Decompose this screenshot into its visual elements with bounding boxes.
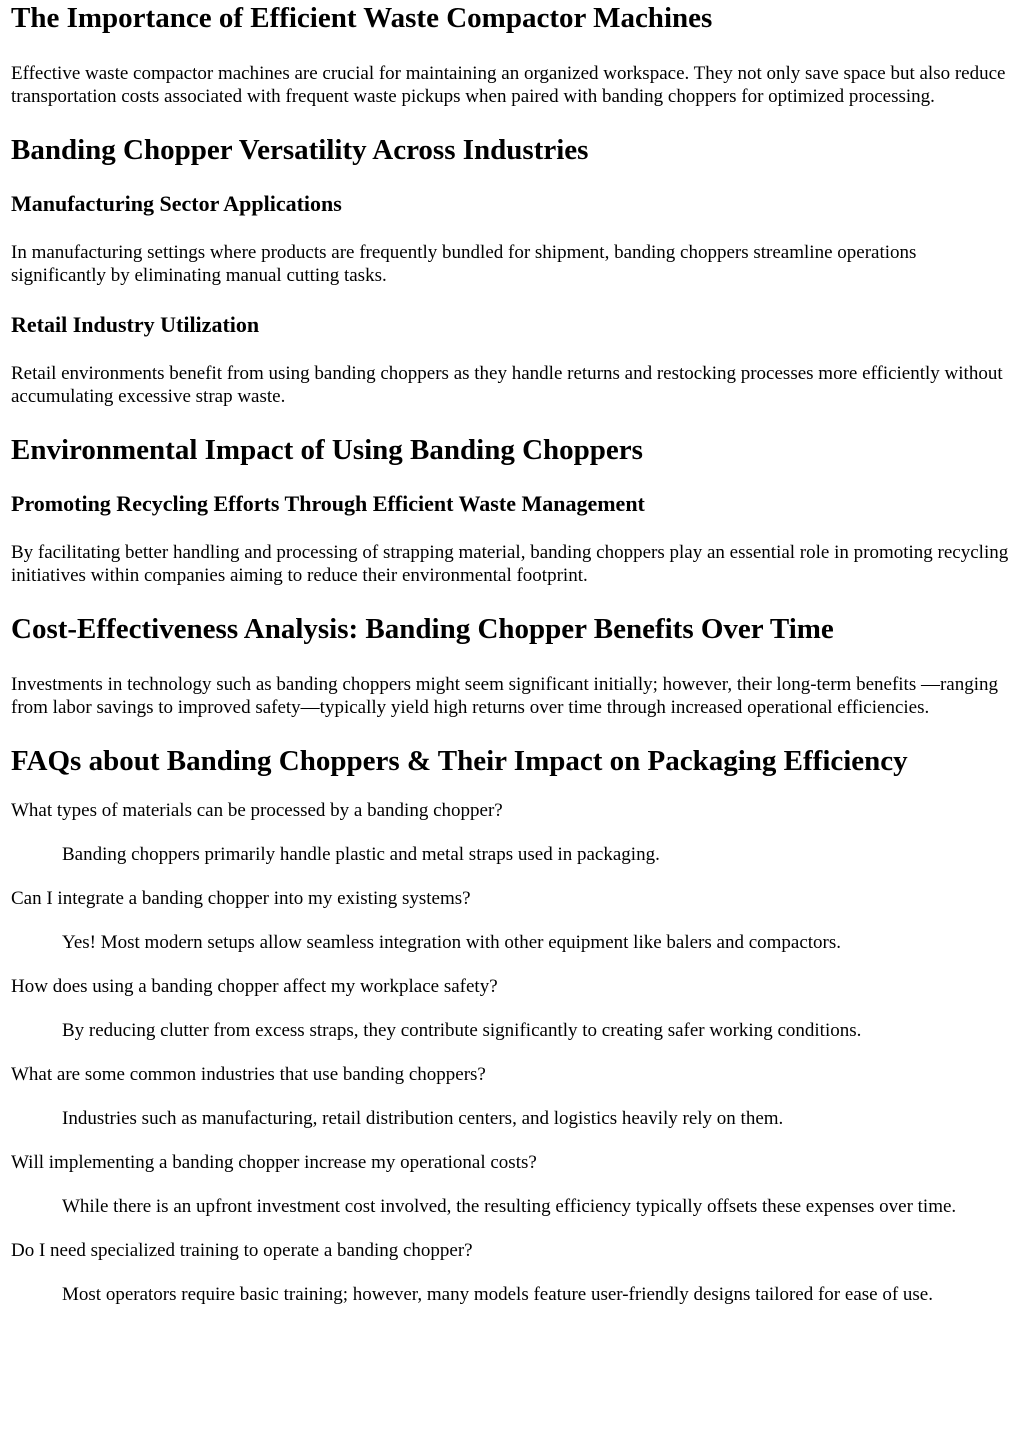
section-heading-faq: FAQs about Banding Choppers & Their Impact on Packaging Efficiency — [11, 745, 908, 777]
faq-answer: Most operators require basic training; however, many models feature user-friendly designs tailored for ease of use. — [62, 1284, 933, 1305]
faq-question: Can I integrate a banding chopper into my existing systems? — [11, 888, 471, 909]
subheading-manufacturing: Manufacturing Sector Applications — [11, 191, 342, 216]
faq-question: Will implementing a banding chopper increase my operational costs? — [11, 1152, 537, 1173]
faq-list — [11, 799, 1014, 1306]
faq-question: What types of materials can be processed by a banding chopper? — [11, 800, 503, 821]
paragraph-manufacturing: In manufacturing settings where products are frequently bundled for shipment, banding choppers streamline operations significantly by eliminating manual cutting tasks. — [11, 242, 917, 286]
faq-item — [11, 975, 1014, 1042]
faq-item — [11, 887, 1014, 954]
faq-answer: Industries such as manufacturing, retail distribution centers, and logistics heavily rely on them. — [62, 1108, 784, 1129]
faq-question: Do I need specialized training to operate a banding chopper? — [11, 1240, 473, 1261]
section-heading-cost: Cost-Effectiveness Analysis: Banding Chopper Benefits Over Time — [11, 613, 834, 645]
faq-question: How does using a banding chopper affect my workplace safety? — [11, 976, 498, 997]
subheading-retail: Retail Industry Utilization — [11, 312, 260, 337]
article — [0, 1, 1024, 1306]
section-heading-importance: The Importance of Efficient Waste Compactor Machines — [11, 2, 713, 34]
paragraph-retail: Retail environments benefit from using banding choppers as they handle returns and restocking processes more efficiently without accumulating excessive strap waste. — [11, 363, 1003, 407]
section-heading-versatility: Banding Chopper Versatility Across Industries — [11, 134, 589, 166]
faq-answer: Banding choppers primarily handle plastic and metal straps used in packaging. — [62, 844, 660, 865]
subheading-recycling: Promoting Recycling Efforts Through Efficient Waste Management — [11, 491, 645, 516]
intro-paragraph: Effective waste compactor machines are crucial for maintaining an organized workspace. They not only save space but also reduce transportation costs associated with frequent waste pickups when paired with banding choppers for optimized processing. — [11, 63, 1006, 107]
faq-item — [11, 1063, 1014, 1130]
faq-item — [11, 1239, 1014, 1306]
paragraph-cost: Investments in technology such as banding choppers might seem significant initially; however, their long-term benefits —ranging from labor savings to improved safety—typically yield high returns over time through increased operational efficiencies. — [11, 674, 999, 718]
section-heading-environment: Environmental Impact of Using Banding Choppers — [11, 434, 643, 466]
faq-question: What are some common industries that use banding choppers? — [11, 1064, 486, 1085]
faq-answer: While there is an upfront investment cost involved, the resulting efficiency typically offsets these expenses over time. — [62, 1196, 957, 1217]
faq-item — [11, 1151, 1014, 1218]
faq-answer: By reducing clutter from excess straps, they contribute significantly to creating safer working conditions. — [62, 1020, 862, 1041]
faq-item — [11, 799, 1014, 866]
faq-answer: Yes! Most modern setups allow seamless integration with other equipment like balers and compactors. — [62, 932, 842, 953]
paragraph-recycling: By facilitating better handling and processing of strapping material, banding choppers play an essential role in promoting recycling initiatives within companies aiming to reduce their environmental footprint. — [11, 542, 1009, 586]
